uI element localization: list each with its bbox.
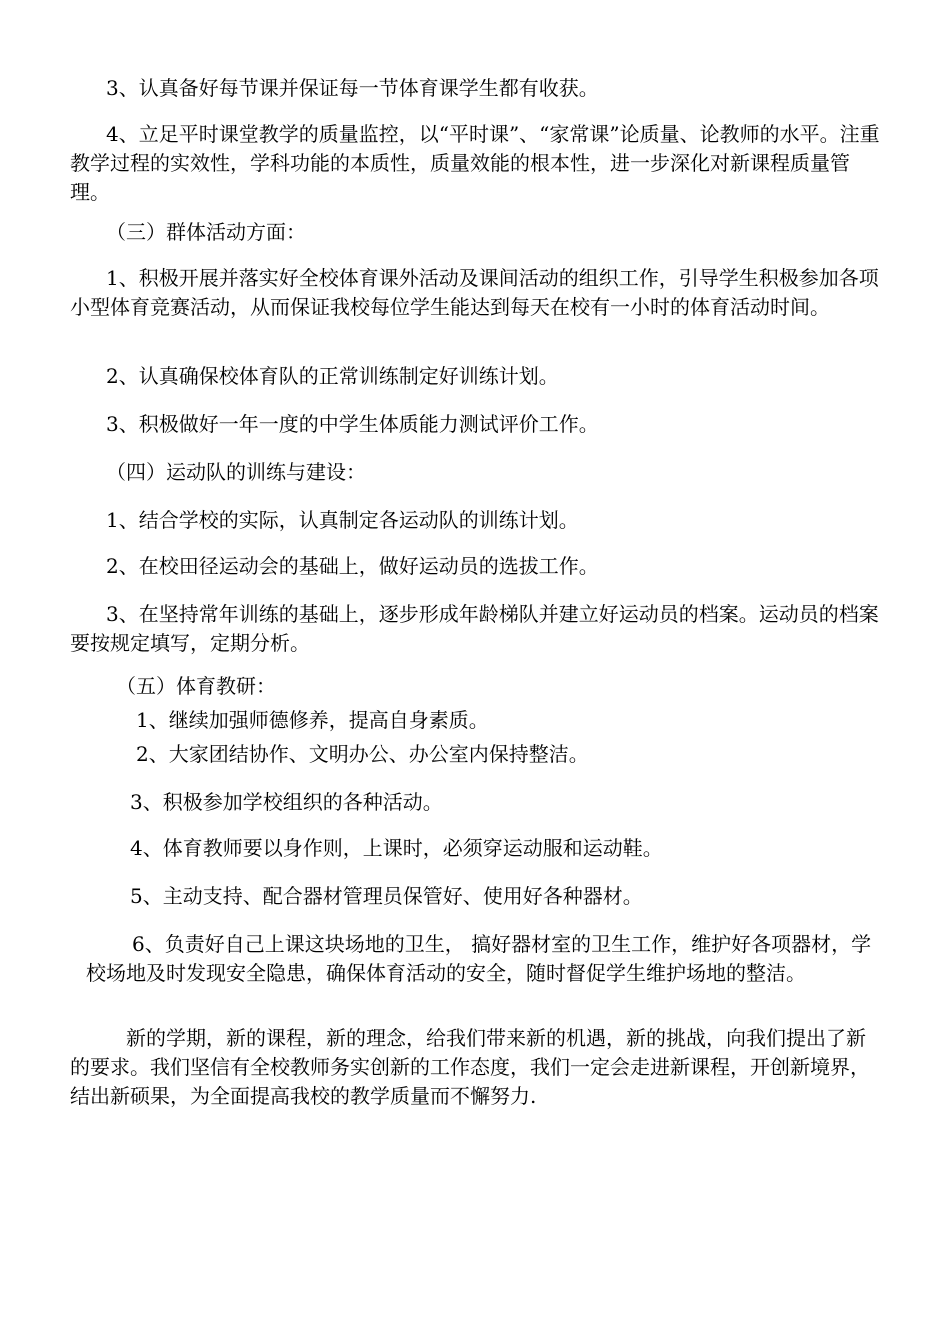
paragraph-office-teamwork: 2、大家团结协作、文明办公、办公室内保持整洁。 xyxy=(136,742,589,766)
section-heading-sports-teams: （四）运动队的训练与建设： xyxy=(106,460,366,484)
paragraph-fitness-testing: 3、积极做好一年一度的中学生体质能力测试评价工作。 xyxy=(106,412,599,436)
section-heading-teaching-research: （五）体育教研： xyxy=(116,674,276,698)
paragraph-venue-hygiene: 6、负责好自己上课这块场地的卫生， 搞好器材室的卫生工作，维护好各项器材，学校场地及时发现安全隐患，确保体育活动的安全，随时督促学生维护场地的整洁。 xyxy=(86,932,872,985)
paragraph-equipment-care: 5、主动支持、配合器材管理员保管好、使用好各种器材。 xyxy=(130,884,643,908)
paragraph-conclusion: 新的学期，新的课程，新的理念，给我们带来新的机遇，新的挑战，向我们提出了新的要求。我们坚信有全校教师务实创新的工作态度，我们一定会走进新课程，开创新境界，结出新硕果，为全面提高我校的教学质量而不懈努力. xyxy=(70,1026,870,1108)
paragraph-teacher-ethics: 1、继续加强师德修养，提高自身素质。 xyxy=(136,708,489,732)
paragraph-quality-monitoring: 4、立足平时课堂教学的质量监控，以“平时课”、“家常课”论质量、论教师的水平。注重教学过程的实效性，学科功能的本质性，质量效能的根本性，进一步深化对新课程质量管理。 xyxy=(70,122,880,204)
paragraph-extracurricular-activities: 1、积极开展并落实好全校体育课外活动及课间活动的组织工作，引导学生积极参加各项小型体育竞赛活动，从而保证我校每位学生能达到每天在校有一小时的体育活动时间。 xyxy=(70,266,879,319)
paragraph-teacher-attire: 4、体育教师要以身作则，上课时，必须穿运动服和运动鞋。 xyxy=(130,836,663,860)
paragraph-athlete-selection: 2、在校田径运动会的基础上，做好运动员的选拔工作。 xyxy=(106,554,599,578)
paragraph-lesson-preparation: 3、认真备好每节课并保证每一节体育课学生都有收获。 xyxy=(106,76,599,100)
paragraph-training-plans: 1、结合学校的实际，认真制定各运动队的训练计划。 xyxy=(106,508,579,532)
paragraph-team-training: 2、认真确保校体育队的正常训练制定好训练计划。 xyxy=(106,364,559,388)
paragraph-athlete-records: 3、在坚持常年训练的基础上，逐步形成年龄梯队并建立好运动员的档案。运动员的档案要按规定填写，定期分析。 xyxy=(70,602,879,655)
paragraph-school-activities: 3、积极参加学校组织的各种活动。 xyxy=(130,790,443,814)
section-heading-group-activities: （三）群体活动方面： xyxy=(106,220,306,244)
